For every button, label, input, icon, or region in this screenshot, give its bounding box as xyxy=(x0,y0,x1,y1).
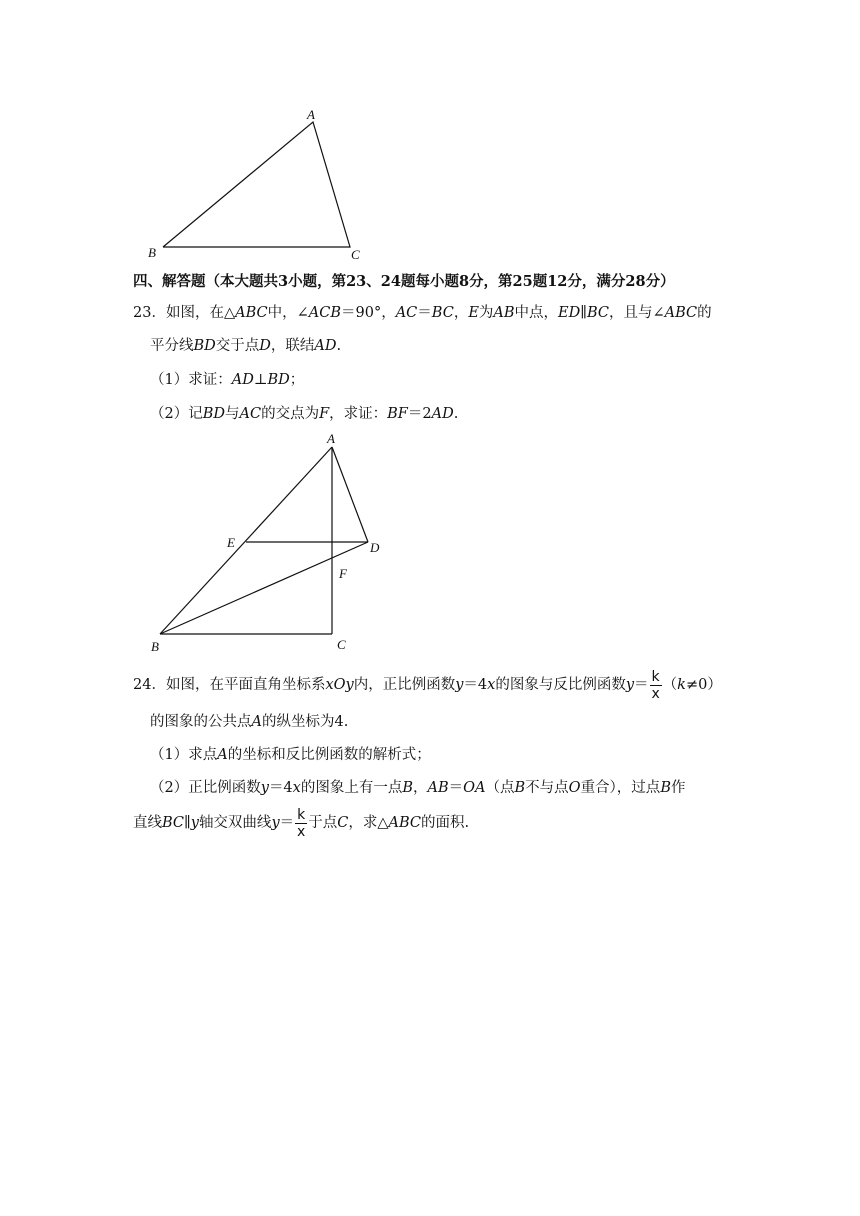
q23-v: ACB xyxy=(308,305,341,321)
fraction-numerator: k xyxy=(297,806,306,823)
q24-t: （点 xyxy=(485,780,515,796)
section-heading: 四、解答题（本大题共3小题，第23、24题每小题8分，第25题12分，满分28分） xyxy=(133,273,675,290)
q23-t: ∥ xyxy=(580,305,587,321)
q24-t: 作 xyxy=(670,780,686,796)
q23-v: AC xyxy=(239,406,262,422)
q23-v: AC xyxy=(395,305,418,321)
q24-t: （2）正比例函数 xyxy=(150,780,261,796)
q23-v: BF xyxy=(387,406,408,422)
q23-t: . xyxy=(453,406,459,422)
q23-t: （1）求证： xyxy=(150,372,232,388)
q24-t: ，求△ xyxy=(348,815,389,831)
q23-v: ED xyxy=(558,305,581,321)
q24-v: BC xyxy=(162,815,185,831)
q24-t: ＝ xyxy=(448,780,464,796)
q24-v: k xyxy=(677,677,686,693)
q23-v: BD xyxy=(202,406,226,422)
q24-v: AB xyxy=(427,780,449,796)
q23-t: ，且与∠ xyxy=(609,305,665,321)
q23-v: AD xyxy=(314,338,337,354)
q24-t: 直线 xyxy=(133,815,162,831)
q24-t: 如图，在平面直角坐标系 xyxy=(165,677,326,693)
q23-v: F xyxy=(319,406,330,422)
q23-t: （2）记 xyxy=(150,406,203,422)
q23-v: AD xyxy=(431,406,454,422)
q23-t: 的交点为 xyxy=(261,406,320,422)
q24-v: A xyxy=(217,747,228,763)
q24-t: ≠0） xyxy=(685,677,722,693)
q23-t: 中点， xyxy=(514,305,559,321)
q24-t: ＝ xyxy=(279,815,295,831)
q24-v: y xyxy=(271,815,280,831)
q24-t: ＝ xyxy=(634,677,649,693)
label-a: A xyxy=(307,107,315,122)
q24-t: ＝4 xyxy=(268,780,293,796)
q23-part2 xyxy=(150,404,458,424)
q23-v: BC xyxy=(586,305,609,321)
q23-t: 如图，在△ xyxy=(165,305,236,321)
q23-segment-ad xyxy=(332,447,368,542)
triangle-abc-outline xyxy=(163,122,350,247)
label-e: E xyxy=(227,535,235,550)
q24-v: x xyxy=(292,780,301,796)
q24-t: 不与点 xyxy=(525,780,569,796)
q23-v: D xyxy=(259,338,271,354)
q23-v: E xyxy=(468,305,479,321)
q23-t: ＝ xyxy=(417,305,432,321)
q24-t: 的图象的公共点 xyxy=(150,714,252,730)
triangle-figure-top xyxy=(140,105,380,265)
q24-t: （1）求点 xyxy=(150,747,218,763)
q24-line2 xyxy=(150,712,348,732)
q24-number: 24． xyxy=(133,677,166,693)
q23-v: AB xyxy=(493,305,515,321)
q23-t: ⊥ xyxy=(253,372,268,388)
q24-v: ABC xyxy=(388,815,422,831)
q24-t: 的面积. xyxy=(421,815,470,831)
q24-v: B xyxy=(514,780,526,796)
q24-part1 xyxy=(150,745,431,765)
q24-t: 的坐标和反比例函数的解析式； xyxy=(227,747,431,763)
label-c: C xyxy=(351,247,360,262)
q24-t: 重合），过点 xyxy=(580,780,661,796)
fraction-numerator: k xyxy=(651,668,660,685)
q23-segment-ab xyxy=(160,447,332,634)
q23-v: BD xyxy=(193,338,216,354)
q23-figure xyxy=(140,430,400,660)
q23-number: 23． xyxy=(133,305,166,321)
q23-line2 xyxy=(150,336,341,356)
label-f: F xyxy=(339,566,347,581)
q24-v: OA xyxy=(463,780,486,796)
q24-t: 内，正比例函数 xyxy=(353,677,456,693)
q24-t: ， xyxy=(413,780,428,796)
q24-v: B xyxy=(402,780,414,796)
q23-v: ABC xyxy=(664,305,698,321)
q24-t: 轴交双曲线 xyxy=(198,815,272,831)
q23-v: BC xyxy=(431,305,454,321)
q23-t: ＝2 xyxy=(407,406,432,422)
q23-segment-bd xyxy=(160,542,368,634)
q24-t: 的图象上有一点 xyxy=(300,780,403,796)
q23-t: . xyxy=(336,338,342,354)
fraction-denominator: x xyxy=(651,685,660,702)
fraction-k-over-x xyxy=(295,808,307,839)
q24-v: x xyxy=(487,677,496,693)
q24-v: y xyxy=(190,815,199,831)
q23-v: BD xyxy=(267,372,290,388)
q23-t: 中，∠ xyxy=(267,305,309,321)
q24-t: ∥ xyxy=(184,815,191,831)
label-a: A xyxy=(327,431,335,446)
q23-t: 为 xyxy=(478,305,494,321)
q23-t: 的 xyxy=(697,305,712,321)
q24-v: y xyxy=(260,780,269,796)
q24-t: 的图象与反比例函数 xyxy=(495,677,626,693)
q24-v: C xyxy=(337,815,349,831)
q24-v: y xyxy=(625,677,635,693)
q23-t: 交于点 xyxy=(215,338,260,354)
q24-line1 xyxy=(133,668,722,702)
label-c: C xyxy=(337,637,346,652)
q24-v: B xyxy=(660,780,671,796)
label-d: D xyxy=(370,540,380,555)
q23-t: ＝90°， xyxy=(341,305,396,321)
q24-v: xOy xyxy=(325,677,354,693)
label-b: B xyxy=(148,245,156,260)
q24-t: ＝4 xyxy=(463,677,488,693)
q23-t: 与 xyxy=(225,406,240,422)
q24-v: y xyxy=(455,677,464,693)
q23-t: ； xyxy=(289,372,305,388)
q24-v: O xyxy=(568,780,581,796)
q24-t: 于点 xyxy=(308,815,338,831)
q23-v: AD xyxy=(231,372,254,388)
q23-t: ， xyxy=(453,305,469,321)
q23-t: 平分线 xyxy=(150,338,194,354)
q24-t: （ xyxy=(662,677,678,693)
q24-v: A xyxy=(251,714,262,730)
fraction-k-over-x xyxy=(650,670,662,701)
q24-t: 的纵坐标为4. xyxy=(261,714,349,730)
q24-line-last xyxy=(133,806,469,840)
fraction-denominator: x xyxy=(297,823,306,840)
label-b: B xyxy=(151,639,159,654)
q23-t: ，联结 xyxy=(270,338,315,354)
q23-v: ABC xyxy=(235,305,268,321)
q23-t: ，求证： xyxy=(329,406,388,422)
q23-line1 xyxy=(133,303,712,323)
q24-part2 xyxy=(150,778,685,798)
q23-part1 xyxy=(150,370,304,390)
